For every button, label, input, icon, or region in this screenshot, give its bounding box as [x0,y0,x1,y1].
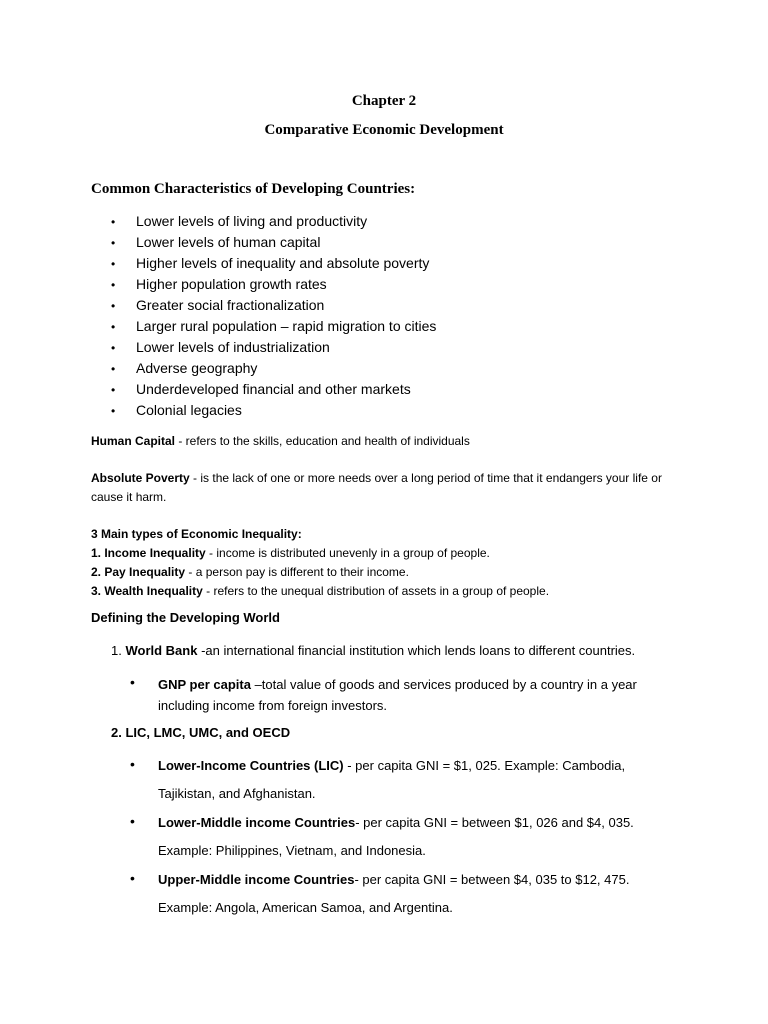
bullet-icon: • [111,299,116,313]
bullet-icon: • [111,404,116,418]
bullet-icon: • [111,215,116,229]
list-item: • Colonial legacies [111,400,436,421]
income-groups-item: 2. LIC, LMC, UMC, and OECD [111,725,291,740]
lic-item: • Lower-Income Countries (LIC) - per capita GNI = $1, 025. Example: Cambodia, Tajikistan, and Afghanistan. [130,756,626,801]
inequality-item: 1. Income Inequality - income is distributed unevenly in a group of people. [91,546,490,560]
list-item: • Larger rural population – rapid migration to cities [111,316,436,337]
bullet-icon: • [111,236,116,250]
inequality-section [91,525,691,601]
list-item: • Lower levels of human capital [111,232,436,253]
characteristics-heading: Common Characteristics of Developing Countries: [91,181,416,197]
bullet-icon: • [130,756,135,772]
inequality-item: 2. Pay Inequality - a person pay is different to their income. [91,565,409,579]
list-item: • Higher levels of inequality and absolute poverty [111,253,436,274]
world-bank-item: 1. World Bank -an international financial institution which lends loans to different countries. [111,643,636,658]
bullet-icon: • [111,341,116,355]
absolute-poverty-definition: Absolute Poverty - is the lack of one or more needs over a long period of time that it endangers your life or cause it harm. [91,471,662,504]
bullet-icon: • [130,870,135,886]
bullet-icon: • [111,362,116,376]
chapter-title: Chapter 2 [351,93,417,109]
list-item: • Adverse geography [111,358,436,379]
list-item: • Higher population growth rates [111,274,436,295]
umc-item: • Upper-Middle income Countries- per capita GNI = between $4, 035 to $12, 475. Example: Angola, American Samoa, and Argentina. [130,870,630,915]
list-item: • Underdeveloped financial and other markets [111,379,436,400]
inequality-item: 3. Wealth Inequality - refers to the unequal distribution of assets in a group of people. [91,584,550,598]
lmc-item: • Lower-Middle income Countries- per capita GNI = between $1, 026 and $4, 035. Example: Philippines, Vietnam, and Indonesia. [130,813,634,858]
bullet-icon: • [130,674,135,690]
list-item: • Greater social fractionalization [111,295,436,316]
bullet-icon: • [111,383,116,397]
characteristics-list [111,211,436,421]
inequality-heading: 3 Main types of Economic Inequality: [91,527,302,541]
bullet-icon: • [111,320,116,334]
chapter-subtitle: Comparative Economic Development [264,122,504,138]
bullet-icon: • [111,257,116,271]
bullet-icon: • [130,813,135,829]
human-capital-definition: Human Capital - refers to the skills, education and health of individuals [91,434,470,448]
developing-world-heading: Defining the Developing World [91,610,280,625]
list-item: • Lower levels of industrialization [111,337,436,358]
bullet-icon: • [111,278,116,292]
gnp-per-capita-item: • GNP per capita –total value of goods and services produced by a country in a year including income from foreign investors. [130,674,637,713]
list-item: • Lower levels of living and productivity [111,211,436,232]
